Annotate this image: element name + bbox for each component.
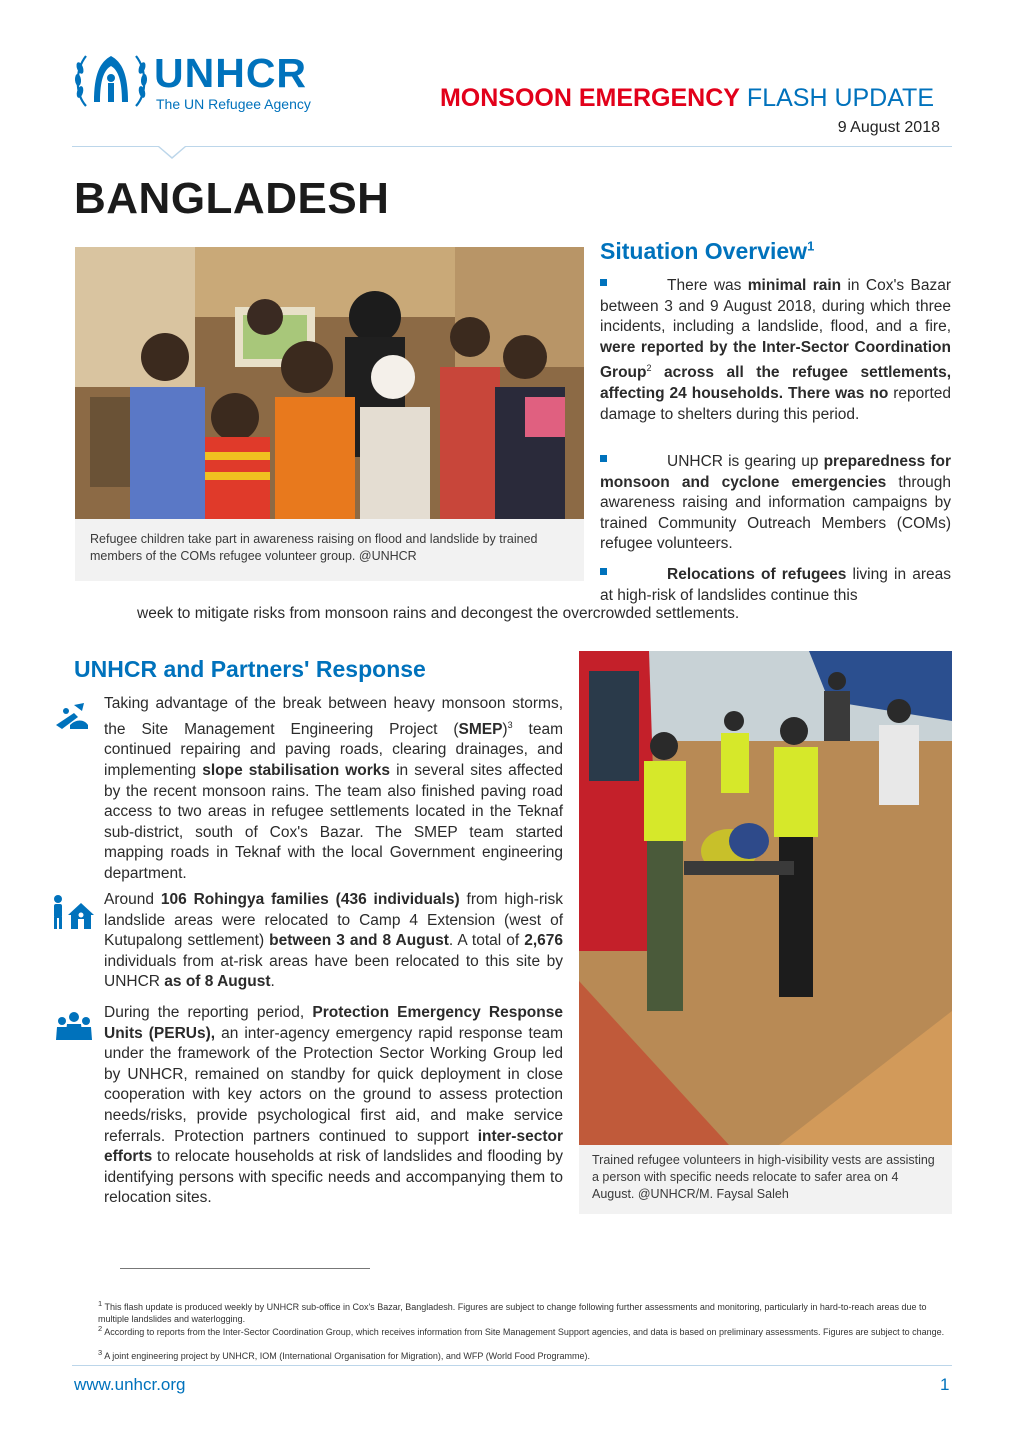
country-title: BANGLADESH	[74, 174, 390, 223]
photo-children-awareness	[75, 247, 584, 519]
relocation-family-house-icon	[48, 893, 96, 933]
footer-website-link[interactable]: www.unhcr.org	[74, 1375, 186, 1394]
footnote-3	[98, 1347, 953, 1362]
text-run-bold: SMEP	[458, 720, 503, 738]
text-run-bold: preparedness for monsoon and cyclone emergencies	[600, 453, 951, 491]
text-run: .	[270, 973, 275, 991]
footnote-text: A joint engineering project by UNHCR, IOM (International Organisation for Migration), and WFP (World Food Programme).	[104, 1351, 591, 1361]
text-run: to relocate households at risk of landslides and flooding by identifying persons with specific needs and accompanying them to relocation sites.	[104, 1148, 563, 1207]
response-heading: UNHCR and Partners' Response	[74, 656, 426, 682]
text-run-bold: 2,676	[524, 932, 564, 950]
text-run: team continued repairing and paving roads, clearing drainages, and implementing	[104, 720, 563, 779]
footnote-2	[98, 1323, 953, 1338]
header-divider	[72, 146, 952, 147]
situation-bullet-1	[600, 276, 951, 425]
text-run: in Cox's Bazar between 3 and 9 August 2018, during which three incidents, including a landslide, flood, and a fire,	[600, 277, 952, 336]
situation-bullet-3-continued: week to mitigate risks from monsoon rains and decongest the overcrowded settlements.	[137, 605, 740, 622]
photo-children-illustration	[75, 247, 584, 519]
text-run: )	[502, 720, 508, 738]
situation-bullet-3	[600, 565, 951, 606]
situation-heading	[600, 238, 814, 265]
document-title	[440, 84, 934, 113]
text-run: UNHCR is gearing up	[667, 453, 824, 470]
title-emergency: MONSOON EMERGENCY	[439, 84, 740, 112]
footnote-text: According to reports from the Inter-Sector Coordination Group, which receives information from Site Management Support agencies, and data is based on preliminary assessments. Figures are subject to change.	[104, 1327, 945, 1337]
logo-wordmark: UNHCR	[154, 50, 308, 96]
photo-volunteers-relocation	[579, 651, 952, 1145]
text-run: Taking advantage of the break between heavy monsoon storms, the Site Management Engineering Project (	[104, 695, 563, 738]
photo1-caption: Refugee children take part in awareness raising on flood and landslide by trained members of the COMs refugee volunteer group. @UNHCR	[90, 532, 538, 563]
text-run-bold: across all the refugee settlements, affecting 24 households. There was no	[600, 364, 951, 403]
document-date: 9 August 2018	[837, 119, 940, 136]
footnote-divider	[120, 1268, 370, 1269]
photo-volunteers-illustration	[579, 651, 952, 1145]
bullet-icon	[600, 568, 607, 575]
footnote-number: 3	[98, 1348, 103, 1357]
footnote-ref-2: 2	[646, 363, 652, 374]
group-of-people-icon	[54, 1008, 94, 1048]
footnote-ref-3: 3	[507, 719, 513, 730]
situation-bullet-2	[600, 452, 951, 555]
text-run: . A total of	[448, 932, 525, 950]
footnote-ref-1: 1	[807, 238, 815, 254]
text-run: through awareness raising and information campaigns by trained Community Outreach Members (COMs) refugee volunteers.	[600, 473, 951, 553]
unhcr-logo	[72, 46, 342, 116]
text-run-bold: as of 8 August	[164, 973, 271, 991]
text-run-bold: were reported by the Inter-Sector Coordination Group	[600, 338, 951, 382]
footer-divider	[72, 1365, 952, 1366]
text-run-bold: slope stabilisation works	[202, 761, 391, 779]
logo-tagline: The UN Refugee Agency	[156, 96, 311, 112]
bullet-icon	[600, 279, 607, 286]
text-run: reported damage to shelters during this period.	[600, 385, 951, 423]
text-run: individuals from at-risk areas have been relocated to this site by UNHCR	[104, 952, 563, 991]
text-run: an inter-agency emergency rapid response team under the framework of the Protection Sector Working Group led by UNHCR, remained on standby for quick deployment in close cooperation with key actors on the ground to assess protection needs/risks, provide psychological first aid, and make service referrals. Protection partners continued to support	[104, 1024, 563, 1145]
photo2-caption: Trained refugee volunteers in high-visibility vests are assisting a person with specific needs relocate to safer area on 4 August. @UNHCR/M. Faysal Saleh	[592, 1153, 935, 1201]
text-run: Around	[104, 891, 161, 908]
footnote-text: This flash update is produced weekly by UNHCR sub-office in Cox's Bazar, Bangladesh. Figures are subject to change following further assessments and monitoring, particularly in hard-to-reach areas due to multiple landslides and waterlogging.	[98, 1302, 927, 1324]
unhcr-emblem-icon	[72, 46, 150, 116]
text-run-bold: 106 Rohingya families (436 individuals)	[160, 891, 460, 908]
text-run-bold: Protection Emergency Response Units (PERUs),	[104, 1004, 563, 1042]
response-paragraph-peru	[104, 1003, 563, 1209]
text-run-bold: Relocations of refugees	[667, 566, 847, 583]
footnote-number: 1	[98, 1299, 103, 1308]
text-run: from high-risk landslide areas were relocated to Camp 4 Extension (west of Kutupalong settlement)	[104, 891, 563, 950]
footnote-1	[98, 1298, 953, 1325]
text-run: There was	[667, 277, 748, 294]
response-paragraph-smep	[104, 694, 563, 885]
header-divider-notch-inner	[159, 146, 185, 157]
footnote-number: 2	[98, 1324, 103, 1333]
engineering-shovel-icon	[52, 695, 92, 735]
text-run-bold: between 3 and 8 August	[269, 932, 449, 950]
situation-heading-text: Situation Overview	[600, 238, 808, 264]
text-run: in several sites affected by the recent monsoon rains. The team also finished paving road access to two areas in refugee settlements located in the Teknaf sub-district, south of Cox's Bazar. The SMEP team started mapping roads in Teknaf with the local Government engineering department.	[104, 761, 563, 882]
title-flash-update: FLASH UPDATE	[746, 84, 934, 112]
text-run: living in areas at high-risk of landslides continue this	[600, 566, 951, 604]
text-run-bold: inter-sector efforts	[104, 1127, 563, 1166]
bullet-icon	[600, 455, 607, 462]
text-run-bold: minimal rain	[747, 277, 842, 294]
page-number: 1	[940, 1375, 950, 1394]
text-run: During the reporting period,	[104, 1004, 313, 1021]
response-paragraph-relocation	[104, 890, 563, 993]
